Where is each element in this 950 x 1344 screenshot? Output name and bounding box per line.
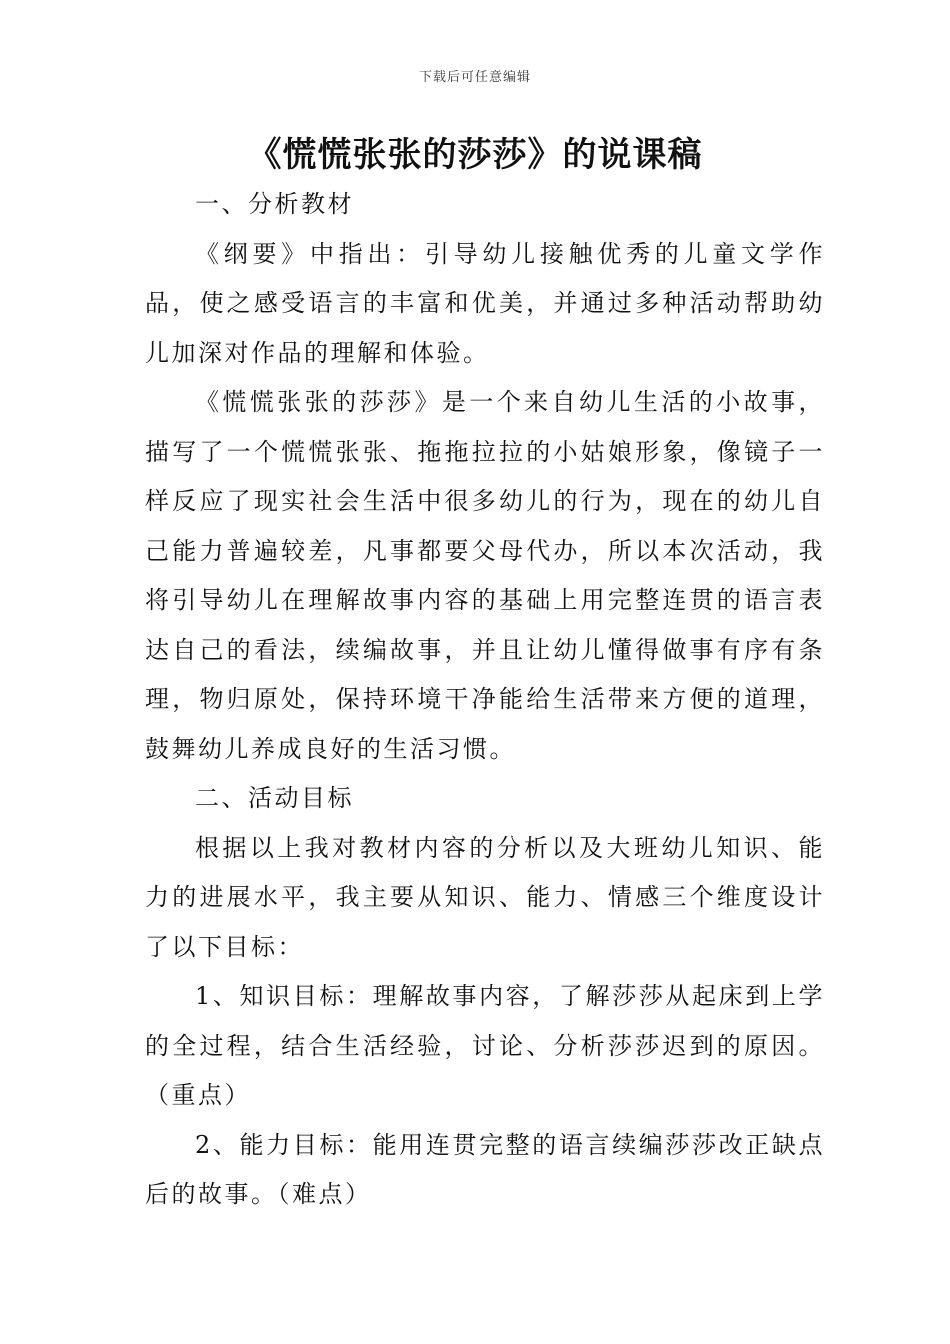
header-note: 下载后可任意编辑	[418, 70, 531, 85]
paragraph-outline-quote: 《纲要》中指出：引导幼儿接触优秀的儿童文学作品，使之感受语言的丰富和优美，并通过多种活动帮助幼儿加深对作品的理解和体验。	[145, 239, 825, 367]
section-heading-objectives: 二、活动目标	[195, 784, 354, 812]
document-body	[145, 180, 825, 1220]
paragraph-knowledge-objective: 1、知识目标：理解故事内容，了解莎莎从起床到上学的全过程，结合生活经验，讨论、分析莎莎迟到的原因。（重点）	[145, 982, 825, 1109]
section-heading-analysis: 一、分析教材	[195, 190, 354, 218]
document-title: 《慌慌张张的莎莎》的说课稿	[247, 135, 703, 175]
paragraph-objectives-intro: 根据以上我对教材内容的分析以及大班幼儿知识、能力的进展水平，我主要从知识、能力、情感三个维度设计了以下目标：	[145, 833, 825, 961]
paragraph-ability-objective: 2、能力目标：能用连贯完整的语言续编莎莎改正缺点后的故事。（难点）	[145, 1130, 825, 1208]
paragraph-story-description: 《慌慌张张的莎莎》是一个来自幼儿生活的小故事，描写了一个慌慌张张、拖拖拉拉的小姑娘形象，像镜子一样反应了现实社会生活中很多幼儿的行为，现在的幼儿自己能力普遍较差，凡事都要父母代办，所以本次活动，我将引导幼儿在理解故事内容的基础上用完整连贯的语言表达自己的看法，续编故事，并且让幼儿懂得做事有序有条理，物归原处，保持环境干净能给生活带来方便的道理，鼓舞幼儿养成良好的生活习惯。	[145, 388, 825, 763]
